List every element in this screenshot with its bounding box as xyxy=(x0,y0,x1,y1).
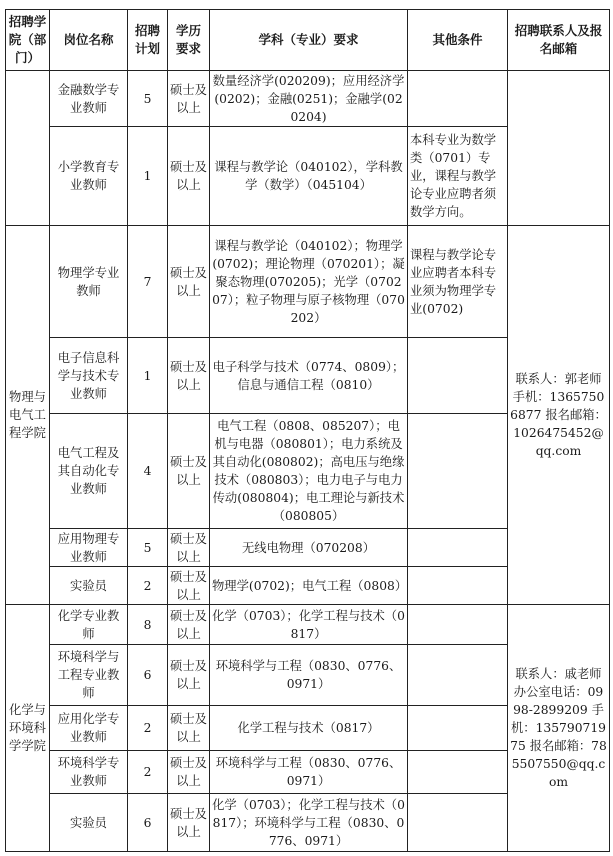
header-other: 其他条件 xyxy=(408,10,508,71)
count-cell: 7 xyxy=(128,226,168,338)
other-cell xyxy=(408,414,508,529)
count-cell: 1 xyxy=(128,127,168,226)
edu-cell: 硕士及以上 xyxy=(168,71,210,127)
subject-cell: 化学（0703）；化学工程与技术（0817）；环境科学与工程（0830、0776、0971） xyxy=(210,794,408,852)
count-cell: 1 xyxy=(128,338,168,414)
edu-cell: 硕士及以上 xyxy=(168,338,210,414)
post-cell: 环境科学专业教师 xyxy=(50,751,128,794)
count-cell: 2 xyxy=(128,567,168,605)
other-cell xyxy=(408,645,508,706)
subject-cell: 电子科学与技术（0774、0809）；信息与通信工程（0810） xyxy=(210,338,408,414)
header-count: 招聘计划 xyxy=(128,10,168,71)
subject-cell: 课程与教学论（040102），学科教学（数学）（045104） xyxy=(210,127,408,226)
other-cell: 课程与教学论专业应聘者本科专业须为物理学专业(0702) xyxy=(408,226,508,338)
count-cell: 2 xyxy=(128,706,168,751)
subject-cell: 电气工程（0808、085207）；电机与电器（080801）；电力系统及其自动化(080802)；高电压与绝缘技术（080803）；电力电子与电力传动(080804)；电工理论与新技术（080805） xyxy=(210,414,408,529)
post-cell: 应用物理专业教师 xyxy=(50,529,128,567)
subject-cell: 物理学(0702)；电气工程（0808） xyxy=(210,567,408,605)
count-cell: 5 xyxy=(128,529,168,567)
contact-cell-chemistry: 联系人：戚老师 办公室电话：0998-2899209 手机：13579071975 报名邮箱：785507550@qq.com xyxy=(508,605,610,852)
subject-cell: 课程与教学论（040102）；物理学(0702)；理论物理（070201）；凝聚态物理(070205)；光学（070207）；粒子物理与原子核物理（070202） xyxy=(210,226,408,338)
count-cell: 8 xyxy=(128,605,168,645)
post-cell: 实验员 xyxy=(50,794,128,852)
contact-cell-physics: 联系人：郭老师 手机：13657506877 报名邮箱：1026475452@qq.com xyxy=(508,226,610,605)
edu-cell: 硕士及以上 xyxy=(168,127,210,226)
edu-cell: 硕士及以上 xyxy=(168,529,210,567)
edu-cell: 硕士及以上 xyxy=(168,706,210,751)
other-cell xyxy=(408,605,508,645)
post-cell: 应用化学专业教师 xyxy=(50,706,128,751)
other-cell xyxy=(408,529,508,567)
college-cell-physics: 物理与电气工程学院 xyxy=(6,226,50,605)
header-subject: 学科（专业）要求 xyxy=(210,10,408,71)
header-college: 招聘学院（部门） xyxy=(6,10,50,71)
post-cell: 实验员 xyxy=(50,567,128,605)
edu-cell: 硕士及以上 xyxy=(168,414,210,529)
subject-cell: 环境科学与工程（0830、0776、0971） xyxy=(210,751,408,794)
post-cell: 电子信息科学与技术专业教师 xyxy=(50,338,128,414)
subject-cell: 化学工程与技术（0817） xyxy=(210,706,408,751)
edu-cell: 硕士及以上 xyxy=(168,567,210,605)
table-row xyxy=(6,226,610,338)
header-row xyxy=(6,10,610,71)
edu-cell: 硕士及以上 xyxy=(168,751,210,794)
table-row xyxy=(6,71,610,127)
post-cell: 金融数学专业教师 xyxy=(50,71,128,127)
edu-cell: 硕士及以上 xyxy=(168,794,210,852)
count-cell: 4 xyxy=(128,414,168,529)
header-contact: 招聘联系人及报名邮箱 xyxy=(508,10,610,71)
college-cell-math xyxy=(6,71,50,226)
other-cell xyxy=(408,71,508,127)
other-cell xyxy=(408,338,508,414)
edu-cell: 硕士及以上 xyxy=(168,605,210,645)
other-cell: 本科专业为数学类（0701）专业，课程与教学论专业应聘者须数学方向。 xyxy=(408,127,508,226)
count-cell: 2 xyxy=(128,751,168,794)
other-cell xyxy=(408,751,508,794)
count-cell: 6 xyxy=(128,645,168,706)
recruitment-table xyxy=(5,9,610,852)
subject-cell: 无线电物理（070208） xyxy=(210,529,408,567)
post-cell: 化学专业教师 xyxy=(50,605,128,645)
count-cell: 5 xyxy=(128,71,168,127)
table-row xyxy=(6,605,610,645)
other-cell xyxy=(408,706,508,751)
other-cell xyxy=(408,794,508,852)
post-cell: 小学教育专业教师 xyxy=(50,127,128,226)
post-cell: 环境科学与工程专业教师 xyxy=(50,645,128,706)
header-post: 岗位名称 xyxy=(50,10,128,71)
count-cell: 6 xyxy=(128,794,168,852)
contact-cell-math xyxy=(508,71,610,226)
header-edu: 学历要求 xyxy=(168,10,210,71)
other-cell xyxy=(408,567,508,605)
subject-cell: 数量经济学(020209)；应用经济学(0202)；金融(0251)；金融学(020204) xyxy=(210,71,408,127)
post-cell: 物理学专业教师 xyxy=(50,226,128,338)
post-cell: 电气工程及其自动化专业教师 xyxy=(50,414,128,529)
subject-cell: 化学（0703）；化学工程与技术（0817） xyxy=(210,605,408,645)
college-cell-chemistry: 化学与环境科学学院 xyxy=(6,605,50,852)
edu-cell: 硕士及以上 xyxy=(168,226,210,338)
edu-cell: 硕士及以上 xyxy=(168,645,210,706)
subject-cell: 环境科学与工程（0830、0776、0971） xyxy=(210,645,408,706)
